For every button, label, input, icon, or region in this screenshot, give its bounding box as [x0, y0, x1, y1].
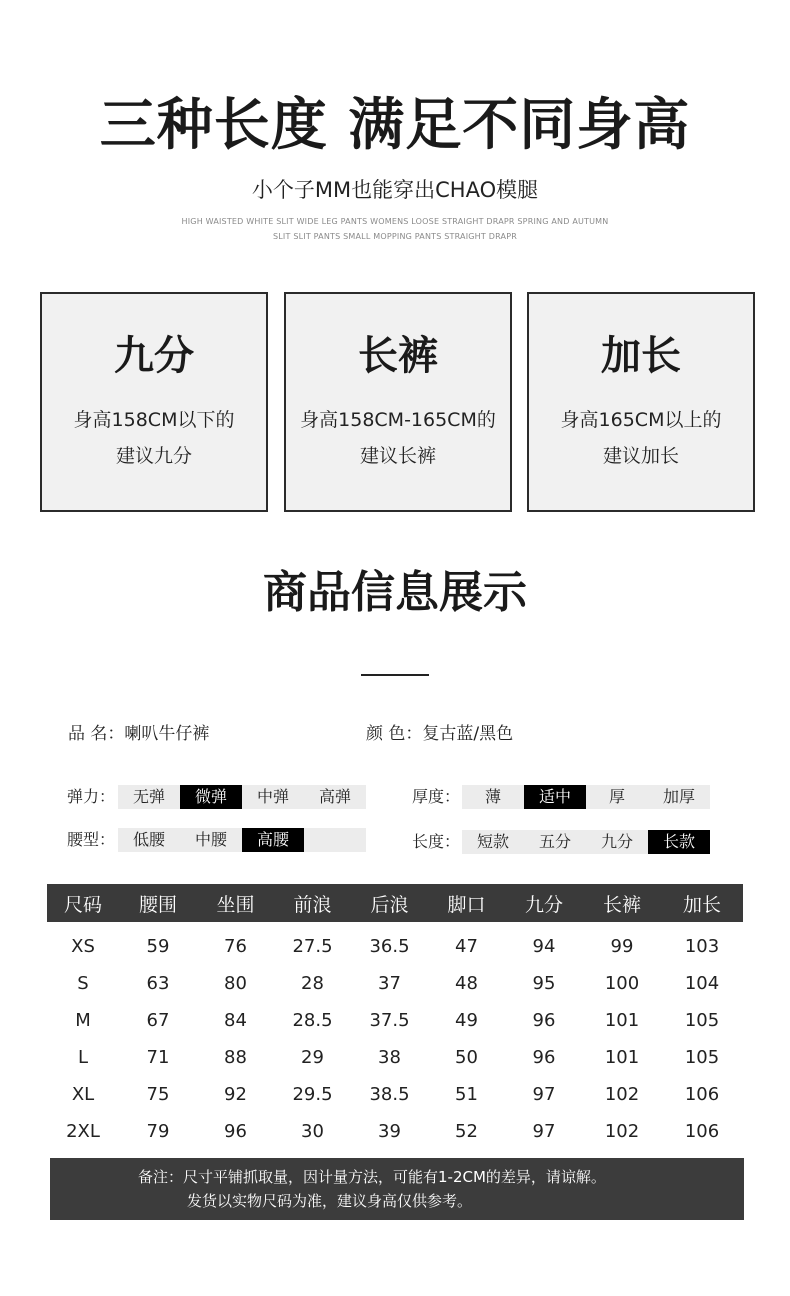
table-cell: 92 — [224, 1084, 247, 1105]
table-cell: 71 — [146, 1047, 170, 1068]
table-cell: S — [77, 973, 89, 994]
length-label: 长度： — [412, 832, 461, 851]
section-title: 商品信息展示 — [263, 567, 527, 618]
page-subtitle: 小个子MM也能穿出CHAO模腿 — [251, 178, 539, 202]
table-cell: 49 — [455, 1010, 478, 1031]
elasticity-option-selected: 微弹 — [180, 785, 242, 809]
table-cell: 106 — [684, 1084, 720, 1105]
table-cell: 47 — [455, 936, 478, 957]
table-cell: 38 — [378, 1047, 401, 1068]
table-cell: 51 — [455, 1084, 478, 1105]
table-cell: 101 — [604, 1010, 640, 1031]
table-cell: 39 — [378, 1121, 401, 1142]
table-cell: M — [75, 1010, 91, 1031]
table-cell: 36.5 — [369, 936, 410, 957]
table-cell: 28 — [301, 973, 324, 994]
waist-label: 腰型： — [67, 830, 116, 849]
table-cell: 76 — [224, 936, 247, 957]
elasticity-option: 中弹 — [256, 787, 289, 806]
column-header: 前浪 — [274, 884, 351, 922]
table-cell: 102 — [604, 1121, 640, 1142]
table-cell: 101 — [604, 1047, 640, 1068]
product-color: 颜 色：复古蓝/黑色 — [366, 724, 514, 744]
thickness-option: 加厚 — [662, 787, 695, 806]
table-cell: 96 — [224, 1121, 247, 1142]
table-cell: 37.5 — [369, 1010, 410, 1031]
waist-options — [118, 828, 366, 852]
table-cell: 96 — [532, 1047, 556, 1068]
table-cell: 96 — [532, 1010, 556, 1031]
length-card-long — [284, 292, 512, 512]
table-row — [47, 1113, 743, 1150]
table-cell: 79 — [146, 1121, 170, 1142]
product-name: 品 名：喇叭牛仔裤 — [68, 724, 210, 744]
table-row — [47, 1002, 743, 1039]
elasticity-label: 弹力： — [67, 787, 116, 806]
table-cell: XL — [71, 1084, 95, 1105]
table-cell: 99 — [610, 936, 634, 957]
column-header: 长裤 — [583, 884, 661, 922]
table-cell: 29.5 — [292, 1084, 333, 1105]
card-name: 九分 — [114, 333, 194, 379]
card-name: 加长 — [601, 333, 681, 379]
table-cell: 100 — [604, 973, 640, 994]
section-divider — [361, 674, 429, 676]
column-header: 加长 — [661, 884, 743, 922]
column-header: 尺码 — [47, 884, 119, 922]
thickness-option: 厚 — [608, 787, 625, 806]
table-cell: 104 — [684, 973, 720, 994]
table-cell: 106 — [684, 1121, 720, 1142]
size-table-header — [47, 884, 743, 922]
table-cell: 75 — [146, 1084, 170, 1105]
table-cell: 50 — [455, 1047, 478, 1068]
table-row — [47, 922, 743, 965]
column-header: 脚口 — [428, 884, 505, 922]
english-tagline-line1: HIGH WAISTED WHITE SLIT WIDE LEG PANTS WOMENS LOOSE STRAIGHT DRAPR SPRING AND AUTUMN — [181, 217, 609, 226]
elasticity-option: 无弹 — [132, 787, 165, 806]
table-cell: 84 — [224, 1010, 247, 1031]
length-card-ninth — [40, 292, 268, 512]
thickness-option-selected: 适中 — [524, 785, 586, 809]
note-line-1: 备注：尺寸平铺抓取量，因计量方法，可能有1-2CM的差异，请谅解。 — [138, 1168, 606, 1186]
table-cell: 67 — [146, 1010, 170, 1031]
thickness-option: 薄 — [484, 787, 501, 806]
table-cell: 37 — [378, 973, 401, 994]
table-cell: XS — [71, 936, 95, 957]
column-header: 腰围 — [119, 884, 197, 922]
table-cell: 27.5 — [292, 936, 333, 957]
column-header: 九分 — [505, 884, 583, 922]
note-banner — [50, 1158, 744, 1220]
page-title: 三种长度 满足不同身高 — [99, 93, 691, 158]
size-table — [47, 884, 743, 1150]
english-tagline-line2: SLIT SLIT PANTS SMALL MOPPING PANTS STRAIGHT DRAPR — [273, 232, 517, 241]
table-row — [47, 965, 743, 1002]
table-cell: 103 — [684, 936, 720, 957]
table-cell: 95 — [532, 973, 556, 994]
table-cell: 48 — [455, 973, 478, 994]
table-cell: 63 — [146, 973, 170, 994]
table-cell: 29 — [301, 1047, 324, 1068]
table-cell: 94 — [532, 936, 556, 957]
table-cell: 102 — [604, 1084, 640, 1105]
waist-option: 低腰 — [132, 830, 165, 849]
card-name: 长裤 — [358, 333, 438, 379]
note-line-2: 发货以实物尺码为准，建议身高仅供参考。 — [187, 1192, 473, 1210]
length-option: 九分 — [600, 832, 633, 851]
table-row — [47, 1076, 743, 1113]
table-cell: 2XL — [66, 1121, 100, 1142]
table-cell: 105 — [684, 1047, 720, 1068]
length-options — [462, 830, 710, 854]
waist-option: 中腰 — [194, 830, 227, 849]
table-row — [47, 1039, 743, 1076]
table-cell: 97 — [532, 1084, 556, 1105]
waist-option-selected: 高腰 — [242, 828, 304, 852]
waist-option-empty — [304, 828, 366, 852]
table-cell: 38.5 — [369, 1084, 410, 1105]
length-option-selected: 长款 — [648, 830, 710, 854]
thickness-options — [462, 785, 710, 809]
table-cell: 97 — [532, 1121, 556, 1142]
table-cell: 30 — [301, 1121, 324, 1142]
table-cell: L — [77, 1047, 89, 1068]
column-header: 后浪 — [351, 884, 428, 922]
length-option: 五分 — [538, 832, 571, 851]
table-cell: 28.5 — [292, 1010, 333, 1031]
table-cell: 52 — [455, 1121, 478, 1142]
card-description: 身高165CM以上的 建议加长 — [560, 409, 722, 467]
elasticity-options — [118, 785, 366, 809]
table-cell: 80 — [224, 973, 247, 994]
card-description: 身高158CM以下的 建议九分 — [73, 409, 235, 467]
elasticity-option: 高弹 — [318, 787, 351, 806]
table-cell: 59 — [146, 936, 170, 957]
length-option: 短款 — [476, 832, 509, 851]
table-cell: 105 — [684, 1010, 720, 1031]
card-description: 身高158CM-165CM的 建议长裤 — [300, 409, 496, 467]
column-header: 坐围 — [197, 884, 274, 922]
thickness-label: 厚度： — [412, 787, 461, 806]
length-card-extra-long — [527, 292, 755, 512]
table-cell: 88 — [224, 1047, 247, 1068]
english-tagline — [180, 214, 610, 244]
